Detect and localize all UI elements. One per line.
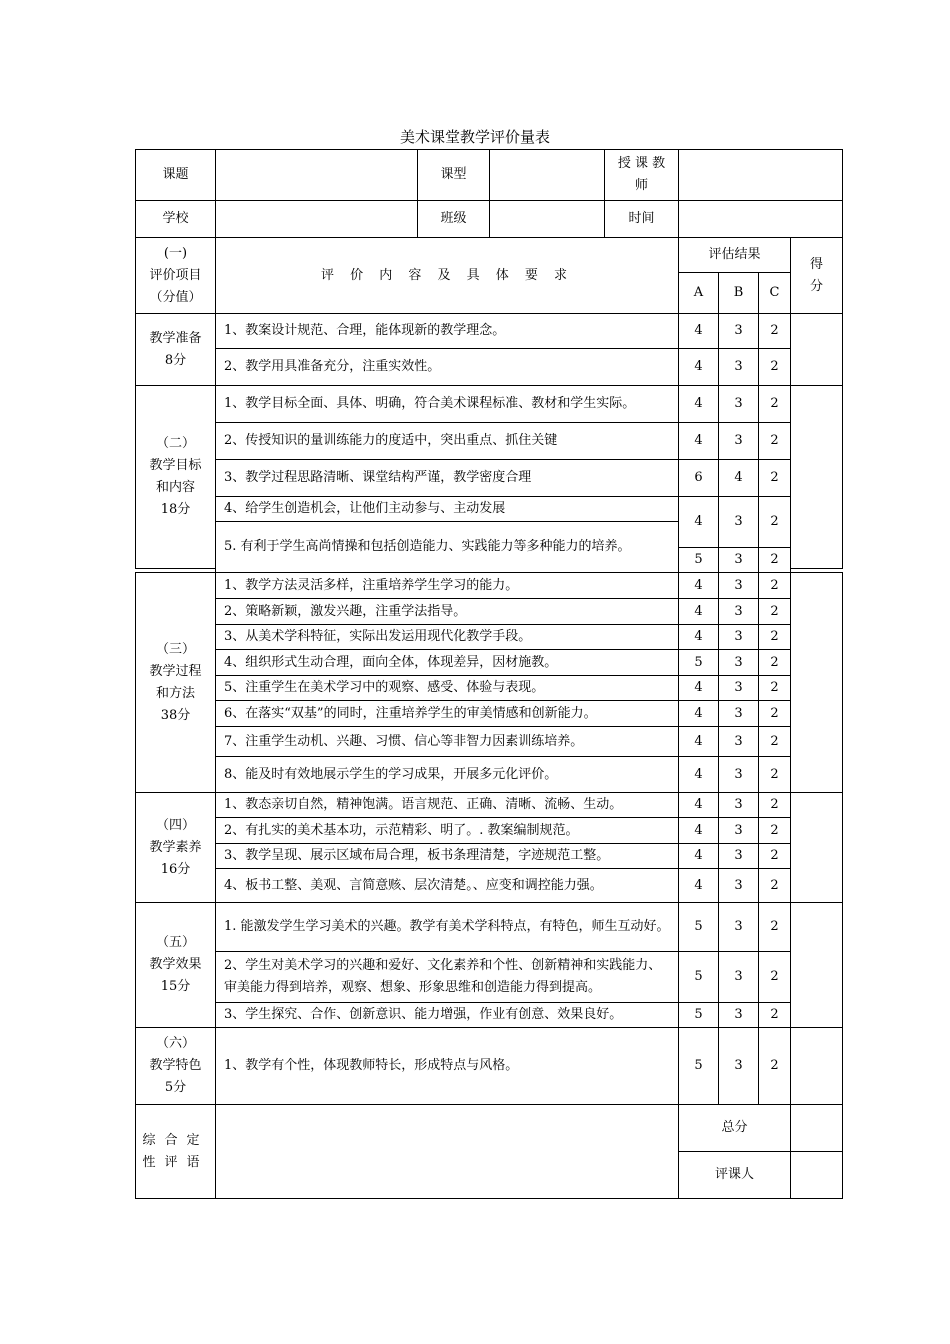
criterion-text: 6、在落实“双基”的同时，注重培养学生的审美情感和创新能力。 — [215, 700, 679, 727]
criterion-text: 3、教学过程思路清晰、课堂结构严谨，教学密度合理 — [215, 459, 679, 497]
grade-c-cell: 2 — [758, 348, 791, 386]
item-header — [135, 237, 216, 314]
criterion-text: 2、学生对美术学习的兴趣和爱好、文化素养和个性、创新精神和实践能力、审美能力得到培养，观察、想象、形象思维和创造能力得到提高。 — [215, 951, 679, 1003]
grade-c-cell: 2 — [758, 1002, 791, 1028]
school-label: 学校 — [135, 200, 216, 238]
criterion-text: 5、注重学生在美术学习中的观察、感受、体验与表现。 — [215, 675, 679, 701]
grade-b-cell: 3 — [718, 868, 759, 903]
page-title: 美术课堂教学评价量表 — [399, 128, 550, 146]
grade-c-cell: 2 — [758, 1027, 791, 1105]
grade-c-cell: 2 — [758, 649, 791, 676]
score-header — [790, 237, 843, 314]
grade-b-cell: 3 — [718, 598, 759, 625]
grade-a-cell: 4 — [678, 624, 719, 650]
section-name — [135, 1027, 216, 1105]
grade-b-cell: 3 — [718, 902, 759, 952]
grade-c-cell: 2 — [758, 547, 791, 573]
grade-b-cell: 3 — [718, 756, 759, 793]
grade-a-cell: 4 — [678, 385, 719, 423]
section-name — [135, 902, 216, 1028]
section-name — [135, 385, 216, 569]
criterion-text: 4、板书工整、美观、言简意赅、层次清楚。、应变和调控能力强。 — [215, 868, 679, 903]
criterion-text: 3、教学呈现、展示区域布局合理，板书条理清楚，字迹规范工整。 — [215, 843, 679, 869]
comment-label — [135, 1104, 216, 1199]
grade-b-header: B — [718, 272, 759, 314]
grade-a-cell: 4 — [678, 756, 719, 793]
section-name-line: 5分 — [164, 1080, 187, 1095]
section-name-line: （三） — [155, 641, 195, 657]
section-score-cell[interactable] — [790, 572, 843, 793]
grade-c-cell: 2 — [758, 951, 791, 1003]
evaluator-field[interactable] — [790, 1151, 843, 1199]
total-label: 总分 — [678, 1104, 791, 1152]
section-name-line: 8分 — [164, 352, 187, 368]
section-name — [135, 792, 216, 903]
section-name-line: 教学过程 — [149, 663, 202, 679]
teacher-field[interactable] — [678, 149, 843, 201]
evaluator-label: 评课人 — [678, 1151, 791, 1199]
section-score-cell[interactable] — [790, 902, 843, 1028]
grade-b-cell: 3 — [718, 1002, 759, 1028]
grade-a-cell: 4 — [678, 422, 719, 460]
criterion-text: 1、教学有个性，体现教师特长，形成特点与风格。 — [215, 1027, 679, 1105]
teacher-label — [604, 149, 679, 201]
grade-a-cell: 4 — [678, 700, 719, 727]
item-header-line: 评价项目 — [149, 267, 202, 283]
grade-a-cell: 4 — [678, 598, 719, 625]
class-label: 班级 — [417, 200, 490, 238]
grade-c-cell: 2 — [758, 817, 791, 844]
grade-c-cell: 2 — [758, 385, 791, 423]
grade-b-cell: 3 — [718, 649, 759, 676]
grade-b-cell: 3 — [718, 726, 759, 757]
comment-field[interactable] — [215, 1104, 679, 1199]
grade-c-cell: 2 — [758, 496, 791, 548]
grade-c-cell: 2 — [758, 700, 791, 727]
grade-a-cell: 5 — [678, 1027, 719, 1105]
section-score-cell[interactable] — [790, 1027, 843, 1105]
grade-a-cell: 4 — [678, 313, 719, 349]
grade-c-cell: 2 — [758, 675, 791, 701]
criterion-text: 8、能及时有效地展示学生的学习成果，开展多元化评价。 — [215, 756, 679, 793]
grade-b-cell: 3 — [718, 422, 759, 460]
grade-b-cell: 3 — [718, 348, 759, 386]
grade-c-cell: 2 — [758, 868, 791, 903]
criterion-text: 2、传授知识的量训练能力的度适中，突出重点、抓住关键 — [215, 422, 679, 460]
grade-a-cell: 6 — [678, 459, 719, 497]
grade-b-cell: 3 — [718, 1027, 759, 1105]
grade-a-cell: 4 — [678, 726, 719, 757]
section-name-line: 教学目标 — [149, 458, 202, 473]
grade-c-cell: 2 — [758, 459, 791, 497]
grade-a-cell: 4 — [678, 348, 719, 386]
criterion-text: 1、教态亲切自然，精神饱满。语言规范、正确、清晰、流畅、生动。 — [215, 792, 679, 818]
section-name — [135, 313, 216, 386]
section-name-line: （二） — [155, 436, 195, 451]
section-name-line: 15分 — [160, 979, 191, 994]
grade-a-cell: 4 — [678, 868, 719, 903]
section-name-line: （四） — [155, 817, 195, 833]
criterion-text: 1、教学目标全面、具体、明确，符合美术课程标准、教材和学生实际。 — [215, 385, 679, 423]
grade-a-cell: 4 — [678, 817, 719, 844]
criterion-text: 4、组织形式生动合理，面向全体，体现差异，因材施教。 — [215, 649, 679, 676]
grade-b-cell: 3 — [718, 496, 759, 548]
section-name-line: 教学特色 — [149, 1058, 202, 1073]
grade-b-cell: 3 — [718, 572, 759, 599]
grade-a-cell: 5 — [678, 649, 719, 676]
section-name-line: 教学准备 — [149, 330, 202, 346]
comment-label-line: 综合定 — [142, 1132, 209, 1148]
criterion-text: 4、给学生创造机会，让他们主动参与、主动发展 — [215, 496, 679, 522]
grade-c-cell: 2 — [758, 902, 791, 952]
section-name-line: 和内容 — [155, 480, 195, 495]
teacher-label-line: 师 — [634, 178, 648, 193]
topic-label: 课题 — [135, 149, 216, 201]
grade-a-cell: 4 — [678, 572, 719, 599]
criterion-text: 1、教案设计规范、合理，能体现新的教学理念。 — [215, 313, 679, 349]
grade-c-cell: 2 — [758, 598, 791, 625]
criterion-text: 7、注重学生动机、兴趣、习惯、信心等非智力因素训练培养。 — [215, 726, 679, 757]
criterion-text: 1、教学方法灵活多样，注重培养学生学习的能力。 — [215, 572, 679, 599]
section-score-cell[interactable] — [790, 385, 843, 569]
grade-b-cell: 4 — [718, 459, 759, 497]
grade-c-cell: 2 — [758, 422, 791, 460]
grade-b-cell: 3 — [718, 313, 759, 349]
criterion-text: 2、有扎实的美术基本功，示范精彩、明了。. 教案编制规范。 — [215, 817, 679, 844]
grade-b-cell: 3 — [718, 817, 759, 844]
type-field[interactable] — [489, 149, 605, 201]
criterion-text: 3、从美术学科特征，实际出发运用现代化教学手段。 — [215, 624, 679, 650]
type-label: 课型 — [417, 149, 490, 201]
grade-a-cell: 5 — [678, 951, 719, 1003]
topic-field[interactable] — [215, 149, 418, 201]
time-label: 时间 — [604, 200, 679, 238]
comment-label-line: 性评语 — [142, 1154, 209, 1170]
grade-b-cell: 3 — [718, 951, 759, 1003]
section-score-cell[interactable] — [790, 313, 843, 386]
grade-c-cell: 2 — [758, 726, 791, 757]
criterion-text: 3、学生探究、合作、创新意识、能力增强，作业有创意、效果良好。 — [215, 1002, 679, 1028]
section-name-line: 38分 — [160, 707, 191, 723]
section-name-line: 和方法 — [155, 685, 195, 701]
item-header-line: （分值） — [149, 289, 202, 305]
grade-a-cell: 5 — [678, 1002, 719, 1028]
school-field[interactable] — [215, 200, 418, 238]
grade-a-cell: 4 — [678, 792, 719, 818]
grade-c-header: C — [758, 272, 791, 314]
grade-a-cell: 4 — [678, 496, 719, 548]
section-name-line: 教学效果 — [149, 957, 202, 972]
grade-a-cell: 4 — [678, 843, 719, 869]
grade-a-header: A — [678, 272, 719, 314]
grade-b-cell: 3 — [718, 700, 759, 727]
grade-c-cell: 2 — [758, 572, 791, 599]
grade-b-cell: 3 — [718, 675, 759, 701]
grade-c-cell: 2 — [758, 756, 791, 793]
grade-a-cell: 5 — [678, 547, 719, 573]
section-name-line: （五） — [155, 935, 195, 950]
grade-b-cell: 3 — [718, 624, 759, 650]
grade-b-cell: 3 — [718, 547, 759, 573]
criterion-text: 5. 有利于学生高尚情操和包括创造能力、实践能力等多种能力的培养。 — [215, 521, 679, 573]
score-header-line: 分 — [809, 278, 823, 294]
grade-b-cell: 3 — [718, 843, 759, 869]
grade-a-cell: 4 — [678, 675, 719, 701]
section-score-cell[interactable] — [790, 792, 843, 903]
teacher-label-line: 授 课 教 — [617, 156, 666, 171]
time-field[interactable] — [678, 200, 843, 238]
grade-c-cell: 2 — [758, 313, 791, 349]
score-header-line: 得 — [809, 256, 823, 272]
criterion-text: 2、教学用具准备充分，注重实效性。 — [215, 348, 679, 386]
grade-b-cell: 3 — [718, 792, 759, 818]
grade-c-cell: 2 — [758, 792, 791, 818]
item-header-line: (一) — [163, 245, 188, 261]
criterion-text: 2、策略新颖，激发兴趣，注重学法指导。 — [215, 598, 679, 625]
criterion-text: 1. 能激发学生学习美术的兴趣。教学有美术学科特点，有特色，师生互动好。 — [215, 902, 679, 952]
section-name — [135, 572, 216, 793]
grade-c-cell: 2 — [758, 843, 791, 869]
grade-b-cell: 3 — [718, 385, 759, 423]
grade-a-cell: 5 — [678, 902, 719, 952]
content-header: 评 价 内 容 及 具 体 要 求 — [215, 237, 679, 314]
section-name-line: （六） — [155, 1036, 195, 1051]
section-name-line: 教学素养 — [149, 839, 202, 855]
total-field[interactable] — [790, 1104, 843, 1152]
grade-c-cell: 2 — [758, 624, 791, 650]
class-field[interactable] — [489, 200, 605, 238]
result-header: 评估结果 — [678, 237, 791, 273]
section-name-line: 16分 — [160, 861, 191, 877]
section-name-line: 18分 — [160, 502, 191, 517]
